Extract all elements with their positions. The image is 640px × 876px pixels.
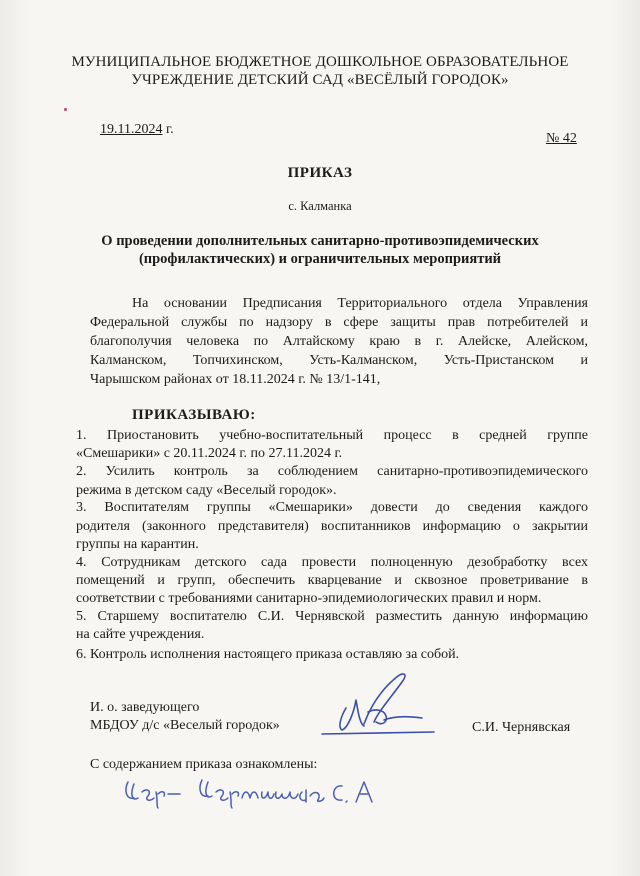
order-item-line: соответствии с требованиями санитарно-эпидемиологических правил и норм.: [76, 591, 542, 606]
order-item-line: 6. Контроль исполнения настоящего приказа оставляю за собой.: [76, 647, 460, 662]
organization-name-line-1: МУНИЦИПАЛЬНОЕ БЮДЖЕТНОЕ ДОШКОЛЬНОЕ ОБРАЗОВАТЕЛЬНОЕ: [71, 54, 569, 70]
order-item-line: 2. Усилить контроль за соблюдением санитарно-противоэпидемического: [76, 464, 588, 479]
preamble-line: Чарышском районах от 18.11.2024 г. № 13/1-141,: [90, 372, 381, 387]
order-item-line: 3. Воспитателям группы «Смешарики» довести до сведения каждого: [76, 500, 588, 515]
document-title: ПРИКАЗ: [287, 165, 353, 181]
order-item-line: режима в детском саду «Веселый городок».: [76, 483, 337, 498]
handwritten-signature: [318, 668, 438, 740]
preamble-line: благополучия человека по Алтайскому краю в г. Алейске, Алейском,: [90, 334, 588, 349]
order-item-line: помещений и групп, обеспечить кварцевание и сквозное проветривание в: [76, 573, 588, 588]
preamble-line: Калманском, Топчихинском, Усть-Калманском, Усть-Пристанском и: [90, 353, 588, 368]
order-item-line: на сайте учреждения.: [76, 627, 205, 642]
date-suffix: г.: [162, 122, 174, 137]
order-item-line: группы на карантин.: [76, 537, 199, 552]
preamble-line: Федеральной службы по надзору в сфере защиты прав потребителей и: [90, 315, 588, 330]
acknowledgement-label: С содержанием приказа ознакомлены:: [90, 757, 318, 772]
ink-dot: [64, 108, 67, 111]
order-item-line: 1. Приостановить учебно-воспитательный процесс в средней группе: [76, 428, 588, 443]
signatory-role-line-1: И. о. заведующего: [90, 700, 200, 715]
order-date: [100, 122, 174, 138]
order-word: ПРИКАЗЫВАЮ:: [132, 407, 256, 423]
signatory-name: С.И. Чернявская: [472, 720, 571, 735]
order-item-line: «Смешарики» с 20.11.2024 г. по 27.11.2024 г.: [76, 446, 343, 461]
order-item-line: родителя (законного представителя) воспитанников информацию о закрытии: [76, 519, 588, 534]
order-item-line: 4. Сотрудникам детского сада провести полноценную дезобработку всех: [76, 555, 588, 570]
acknowledgement-handwriting: [120, 772, 390, 812]
order-item-line: 5. Старшему воспитателю С.И. Чернявской разместить данную информацию: [76, 609, 588, 624]
subject-line-2: (профилактических) и ограничительных мероприятий: [138, 251, 502, 267]
subject-line-1: О проведении дополнительных санитарно-противоэпидемических: [101, 233, 539, 249]
document-place: с. Калманка: [288, 199, 352, 213]
organization-name-line-2: УЧРЕЖДЕНИЕ ДЕТСКИЙ САД «ВЕСЁЛЫЙ ГОРОДОК»: [131, 72, 509, 88]
order-number: № 42: [546, 131, 577, 146]
date-value: 19.11.2024: [100, 122, 163, 137]
preamble-line: На основании Предписания Территориального отдела Управления: [132, 296, 588, 311]
signatory-role-line-2: МБДОУ д/с «Веселый городок»: [90, 718, 280, 733]
